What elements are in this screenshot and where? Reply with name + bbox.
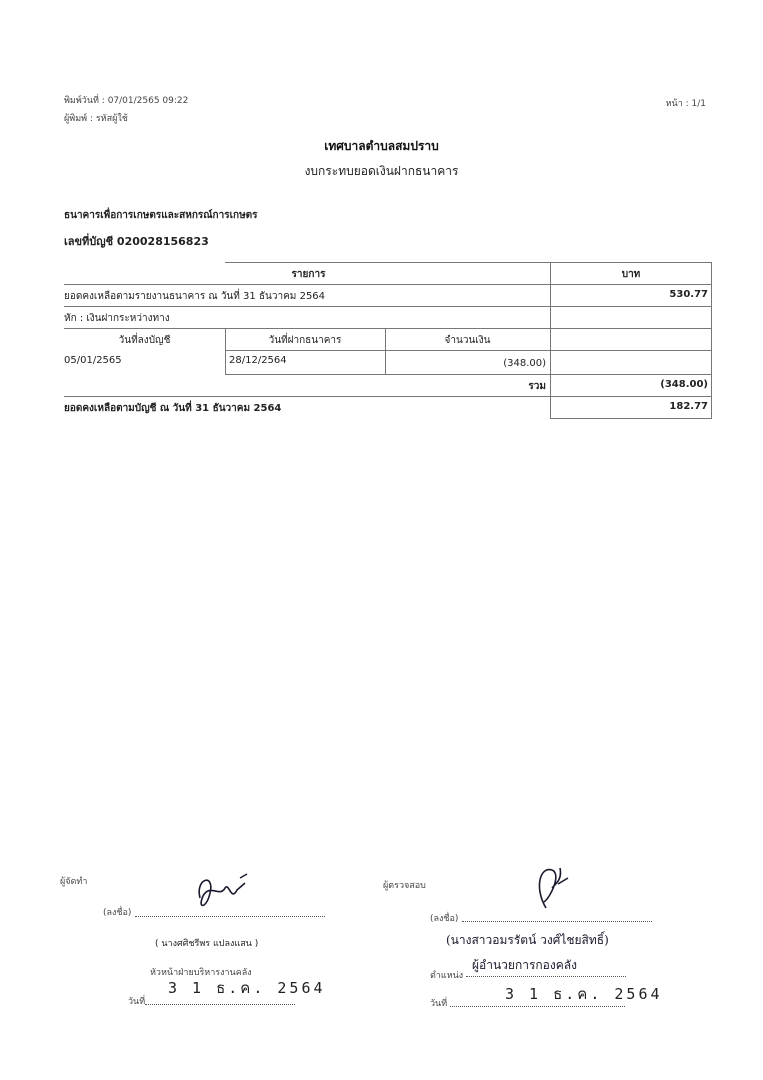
preparer-date-stamp: 3 1 ธ.ค. 2564 (168, 979, 326, 997)
reviewer-sign-prefix: (ลงชื่อ) (430, 914, 459, 924)
balance-book-label: ยอดคงเหลือตามบัญชี ณ วันที่ 31 ธันวาคม 2564 (64, 403, 282, 414)
preparer-date-label: วันที่ (128, 997, 146, 1007)
total-label: รวม (528, 381, 546, 392)
preparer-name: ( นางศศิชรีพร แปลงแสน ) (155, 939, 259, 949)
detail-amount: (348.00) (503, 358, 546, 369)
reviewer-name: (นางสาวอมรรัตน์ วงศ์ไชยสิทธิ์) (446, 933, 609, 947)
preparer-signature (185, 868, 255, 916)
reviewer-date-stamp: 3 1 ธ.ค. 2564 (505, 985, 663, 1003)
detail-bank-date: 28/12/2564 (229, 355, 287, 366)
balance-bank-label: ยอดคงเหลือตามรายงานธนาคาร ณ วันที่ 31 ธันวาคม 2564 (64, 291, 326, 302)
preparer-position: หัวหน้าฝ่ายบริหารงานคลัง (150, 968, 252, 978)
preparer-role: ผู้จัดทำ (60, 877, 88, 887)
subcol-amount: จำนวนเงิน (444, 335, 491, 346)
subcol-bank-date: วันที่ฝากธนาคาร (268, 335, 342, 346)
bank-name: ธนาคารเพื่อการเกษตรและสหกรณ์การเกษตร (64, 210, 258, 221)
total-value: (348.00) (660, 379, 708, 390)
reviewer-role: ผู้ตรวจสอบ (383, 881, 426, 891)
col-header-item: รายการ (291, 269, 326, 280)
reviewer-position-label: ตำแหน่ง (430, 971, 464, 981)
print-date: พิมพ์วันที่ : 07/01/2565 09:22 (64, 96, 189, 106)
document-subtitle: งบกระทบยอดเงินฝากธนาคาร (304, 164, 459, 178)
preparer-sign-prefix: (ลงชื่อ) (103, 908, 132, 918)
balance-bank-value: 530.77 (669, 289, 708, 300)
balance-book-value: 182.77 (669, 401, 708, 412)
reviewer-position: ผู้อำนวยการกองคลัง (472, 958, 577, 972)
printed-by: ผู้พิมพ์ : รหัสผู้ใช้ (64, 114, 128, 124)
detail-account-date: 05/01/2565 (64, 355, 122, 366)
reviewer-signature (528, 858, 578, 916)
subcol-account-date: วันที่ลงบัญชี (118, 335, 171, 346)
col-header-baht: บาท (621, 269, 641, 280)
reviewer-date-label: วันที่ (430, 999, 448, 1009)
account-number: เลขที่บัญชี 020028156823 (64, 235, 209, 248)
document-title: เทศบาลตำบลสมปราบ (324, 139, 439, 153)
less-deposits-label: หัก : เงินฝากระหว่างทาง (64, 313, 170, 324)
page-number: หน้า : 1/1 (665, 99, 706, 109)
